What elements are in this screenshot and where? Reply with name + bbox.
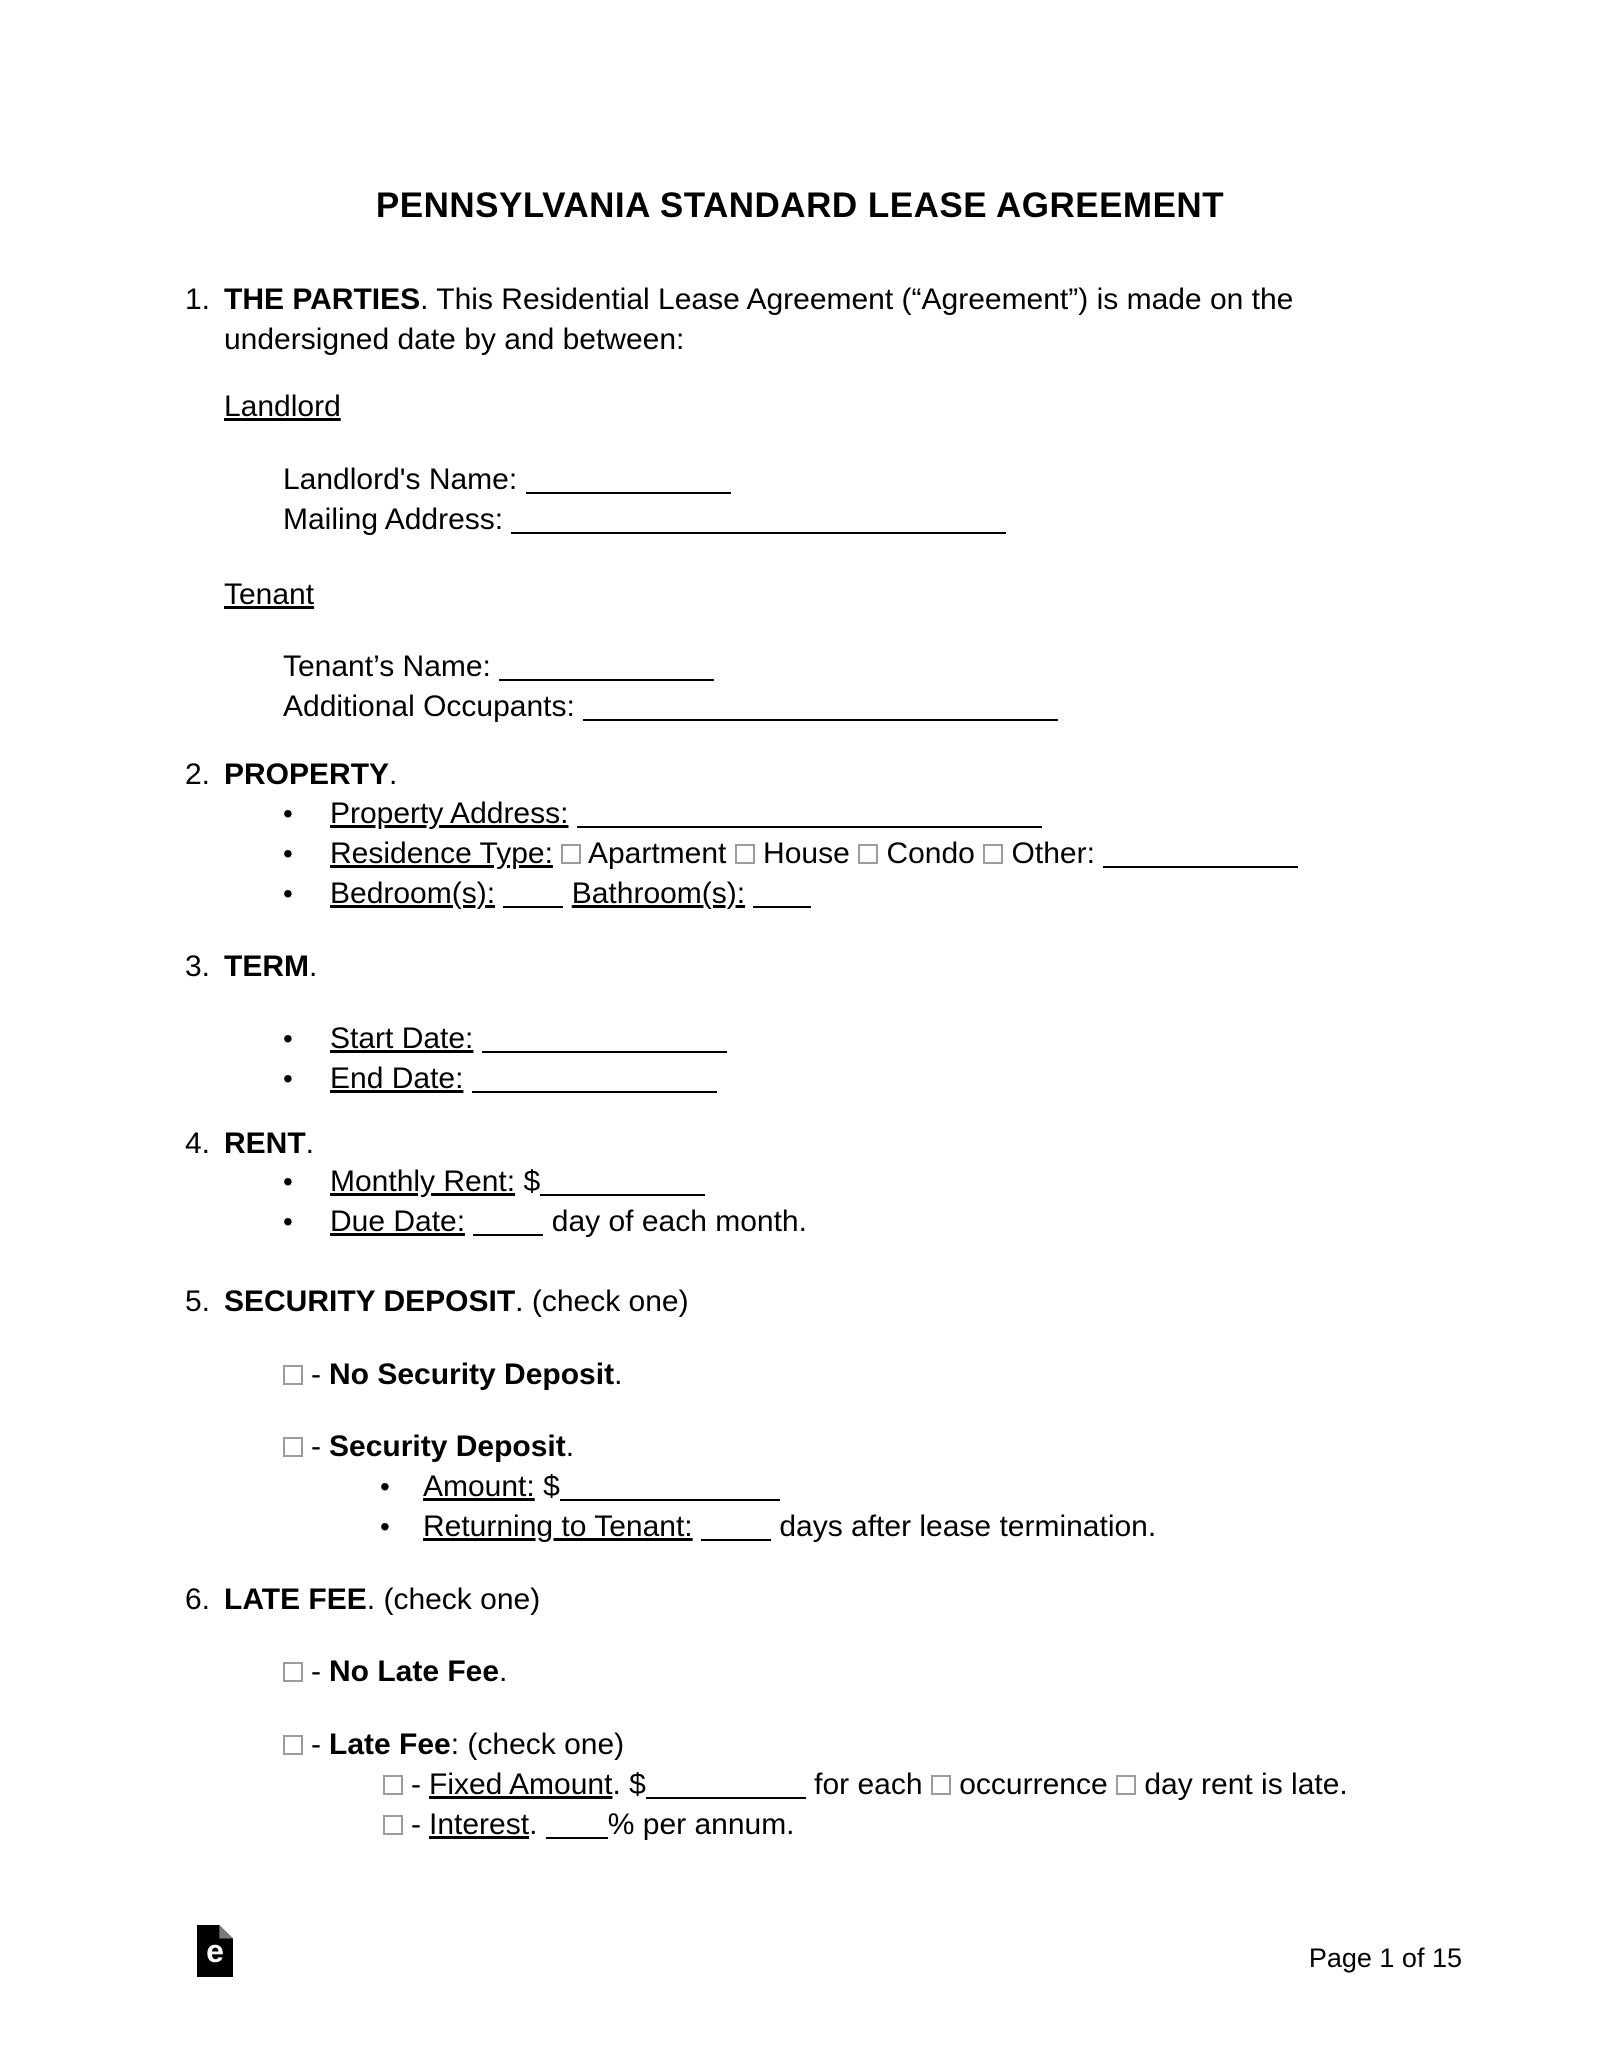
returning-to-tenant-label: Returning to Tenant:	[423, 1510, 693, 1543]
bullet-icon: •	[283, 1023, 293, 1054]
fixed-amount-field[interactable]	[646, 1771, 806, 1799]
late-fee-label: Late Fee	[329, 1728, 451, 1761]
checkbox-no-late-fee[interactable]	[283, 1662, 303, 1682]
monthly-rent-field[interactable]	[540, 1168, 705, 1196]
section-3-heading-row	[185, 947, 317, 987]
bedrooms-bathrooms-row	[283, 874, 811, 914]
due-date-suffix: day of each month.	[551, 1205, 807, 1238]
section-1-intro-line2	[224, 320, 684, 360]
section-5-check-one: . (check one)	[515, 1285, 689, 1318]
section-2-period: .	[389, 758, 398, 791]
section-1-intro-line1	[185, 280, 1293, 320]
apartment-label: Apartment	[587, 837, 727, 870]
section-4-heading: RENT	[224, 1127, 306, 1160]
checkbox-security-deposit[interactable]	[283, 1437, 303, 1457]
bullet-icon: •	[283, 1063, 293, 1094]
due-date-field[interactable]	[473, 1208, 543, 1236]
landlord-name-row	[283, 460, 731, 500]
checkbox-occurrence[interactable]	[931, 1775, 951, 1795]
bathrooms-field[interactable]	[753, 880, 811, 908]
mailing-address-label: Mailing Address:	[283, 503, 504, 536]
interest-suffix: % per annum.	[607, 1808, 795, 1841]
no-security-deposit-row	[283, 1355, 622, 1395]
dash: -	[411, 1808, 421, 1841]
security-deposit-row	[283, 1427, 574, 1467]
bedrooms-field[interactable]	[503, 880, 563, 908]
section-6-number: 6.	[185, 1583, 211, 1616]
end-date-label: End Date:	[330, 1062, 464, 1095]
checkbox-no-security-deposit[interactable]	[283, 1365, 303, 1385]
checkbox-late-fee[interactable]	[283, 1735, 303, 1755]
section-3-number: 3.	[185, 950, 211, 983]
section-1-number: 1.	[185, 283, 211, 316]
house-label: House	[763, 837, 850, 870]
start-date-field[interactable]	[482, 1025, 727, 1053]
section-5-number: 5.	[185, 1285, 211, 1318]
start-date-label: Start Date:	[330, 1022, 474, 1055]
due-date-row	[283, 1202, 807, 1242]
bullet-icon: •	[283, 1206, 293, 1237]
checkbox-interest[interactable]	[383, 1815, 403, 1835]
checkbox-fixed-amount[interactable]	[383, 1775, 403, 1795]
monthly-rent-label: Monthly Rent:	[330, 1165, 516, 1198]
deposit-amount-row	[380, 1467, 780, 1507]
checkbox-condo[interactable]	[858, 844, 878, 864]
dash: -	[411, 1768, 421, 1801]
landlord-subheading-label: Landlord	[224, 390, 341, 423]
section-2-number: 2.	[185, 758, 211, 791]
bullet-icon: •	[380, 1511, 390, 1542]
additional-occupants-label: Additional Occupants:	[283, 690, 575, 723]
end-date-row	[283, 1059, 717, 1099]
checkbox-other[interactable]	[983, 844, 1003, 864]
dash: -	[311, 1655, 321, 1688]
tenant-name-label: Tenant’s Name:	[283, 650, 491, 683]
interest-row	[383, 1805, 795, 1845]
eforms-logo-letter: e	[206, 1933, 224, 1969]
section-3-period: .	[309, 950, 318, 983]
bullet-icon: •	[380, 1471, 390, 1502]
section-6-heading-row	[185, 1580, 540, 1620]
returning-to-tenant-row	[380, 1507, 1156, 1547]
late-fee-suffix: : (check one)	[450, 1728, 625, 1761]
other-label: Other:	[1011, 837, 1095, 870]
residence-type-label: Residence Type:	[330, 837, 553, 870]
section-4-period: .	[305, 1127, 315, 1160]
end-date-field[interactable]	[472, 1065, 717, 1093]
section-4-heading-row	[185, 1124, 314, 1164]
property-address-field[interactable]	[577, 800, 1042, 828]
no-security-deposit-label: No Security Deposit	[329, 1358, 615, 1391]
returning-days-field[interactable]	[701, 1513, 771, 1541]
eforms-logo	[197, 1925, 233, 1977]
for-each-text: for each	[814, 1768, 923, 1801]
security-deposit-label: Security Deposit	[329, 1430, 566, 1463]
additional-occupants-field[interactable]	[583, 693, 1058, 721]
tenant-subheading	[224, 575, 314, 615]
bathrooms-label: Bathroom(s):	[571, 877, 746, 910]
other-residence-field[interactable]	[1103, 840, 1298, 868]
property-address-row	[283, 794, 1042, 834]
no-late-fee-label: No Late Fee	[329, 1655, 500, 1688]
checkbox-day-rent-late[interactable]	[1116, 1775, 1136, 1795]
returning-suffix: days after lease termination.	[779, 1510, 1157, 1543]
section-1-heading: THE PARTIES	[224, 283, 421, 316]
period: .	[614, 1358, 623, 1391]
dash: -	[311, 1430, 321, 1463]
period: .	[565, 1430, 575, 1463]
deposit-amount-field[interactable]	[560, 1473, 780, 1501]
bullet-icon: •	[283, 798, 293, 829]
bullet-icon: •	[283, 838, 293, 869]
section-6-check-one: . (check one)	[366, 1583, 541, 1616]
section-1-intro-text: . This Residential Lease Agreement (“Agreement”) is made on the	[420, 283, 1294, 316]
landlord-name-label: Landlord's Name:	[283, 463, 518, 496]
section-2-heading-row	[185, 755, 397, 795]
additional-occupants-row	[283, 687, 1058, 727]
section-2-heading: PROPERTY	[224, 758, 390, 791]
doc-title: PENNSYLVANIA STANDARD LEASE AGREEMENT	[375, 186, 1225, 225]
dollar-sign: $	[543, 1470, 560, 1503]
late-fee-row	[283, 1725, 624, 1765]
monthly-rent-row	[283, 1162, 705, 1202]
bedrooms-label: Bedroom(s):	[330, 877, 496, 910]
interest-label: Interest	[429, 1808, 530, 1841]
tenant-name-row	[283, 647, 714, 687]
landlord-subheading	[224, 387, 341, 427]
residence-type-row	[283, 834, 1298, 874]
fixed-amount-mid: . $	[612, 1768, 646, 1801]
interest-mid: .	[529, 1808, 538, 1841]
dollar-sign: $	[523, 1165, 541, 1198]
start-date-row	[283, 1019, 727, 1059]
bullet-icon: •	[283, 1166, 293, 1197]
fixed-amount-label: Fixed Amount	[429, 1768, 613, 1801]
section-5-heading-row	[185, 1282, 689, 1322]
deposit-amount-label: Amount:	[423, 1470, 535, 1503]
property-address-label: Property Address:	[330, 797, 569, 830]
tenant-subheading-label: Tenant	[224, 578, 315, 611]
condo-label: Condo	[886, 837, 975, 870]
day-rent-late-label: day rent is late.	[1144, 1768, 1348, 1801]
mailing-address-field[interactable]	[511, 506, 1006, 534]
dash: -	[311, 1728, 321, 1761]
interest-field[interactable]	[546, 1811, 608, 1839]
landlord-name-field[interactable]	[526, 466, 731, 494]
section-6-heading: LATE FEE	[224, 1583, 367, 1616]
checkbox-house[interactable]	[735, 844, 755, 864]
due-date-label: Due Date:	[330, 1205, 466, 1238]
tenant-name-field[interactable]	[499, 653, 714, 681]
dash: -	[311, 1358, 321, 1391]
no-late-fee-row	[283, 1652, 507, 1692]
checkbox-apartment[interactable]	[561, 844, 581, 864]
period: .	[499, 1655, 508, 1688]
bullet-icon: •	[283, 878, 293, 909]
occurrence-label: occurrence	[959, 1768, 1108, 1801]
fixed-amount-row	[383, 1765, 1348, 1805]
page-number: Page 1 of 15	[1308, 1943, 1462, 1973]
mailing-address-row	[283, 500, 1006, 540]
section-5-heading: SECURITY DEPOSIT	[224, 1285, 516, 1318]
section-4-number: 4.	[185, 1127, 211, 1160]
section-3-heading: TERM	[224, 950, 309, 983]
section-1-intro-text2: undersigned date by and between:	[224, 323, 685, 356]
